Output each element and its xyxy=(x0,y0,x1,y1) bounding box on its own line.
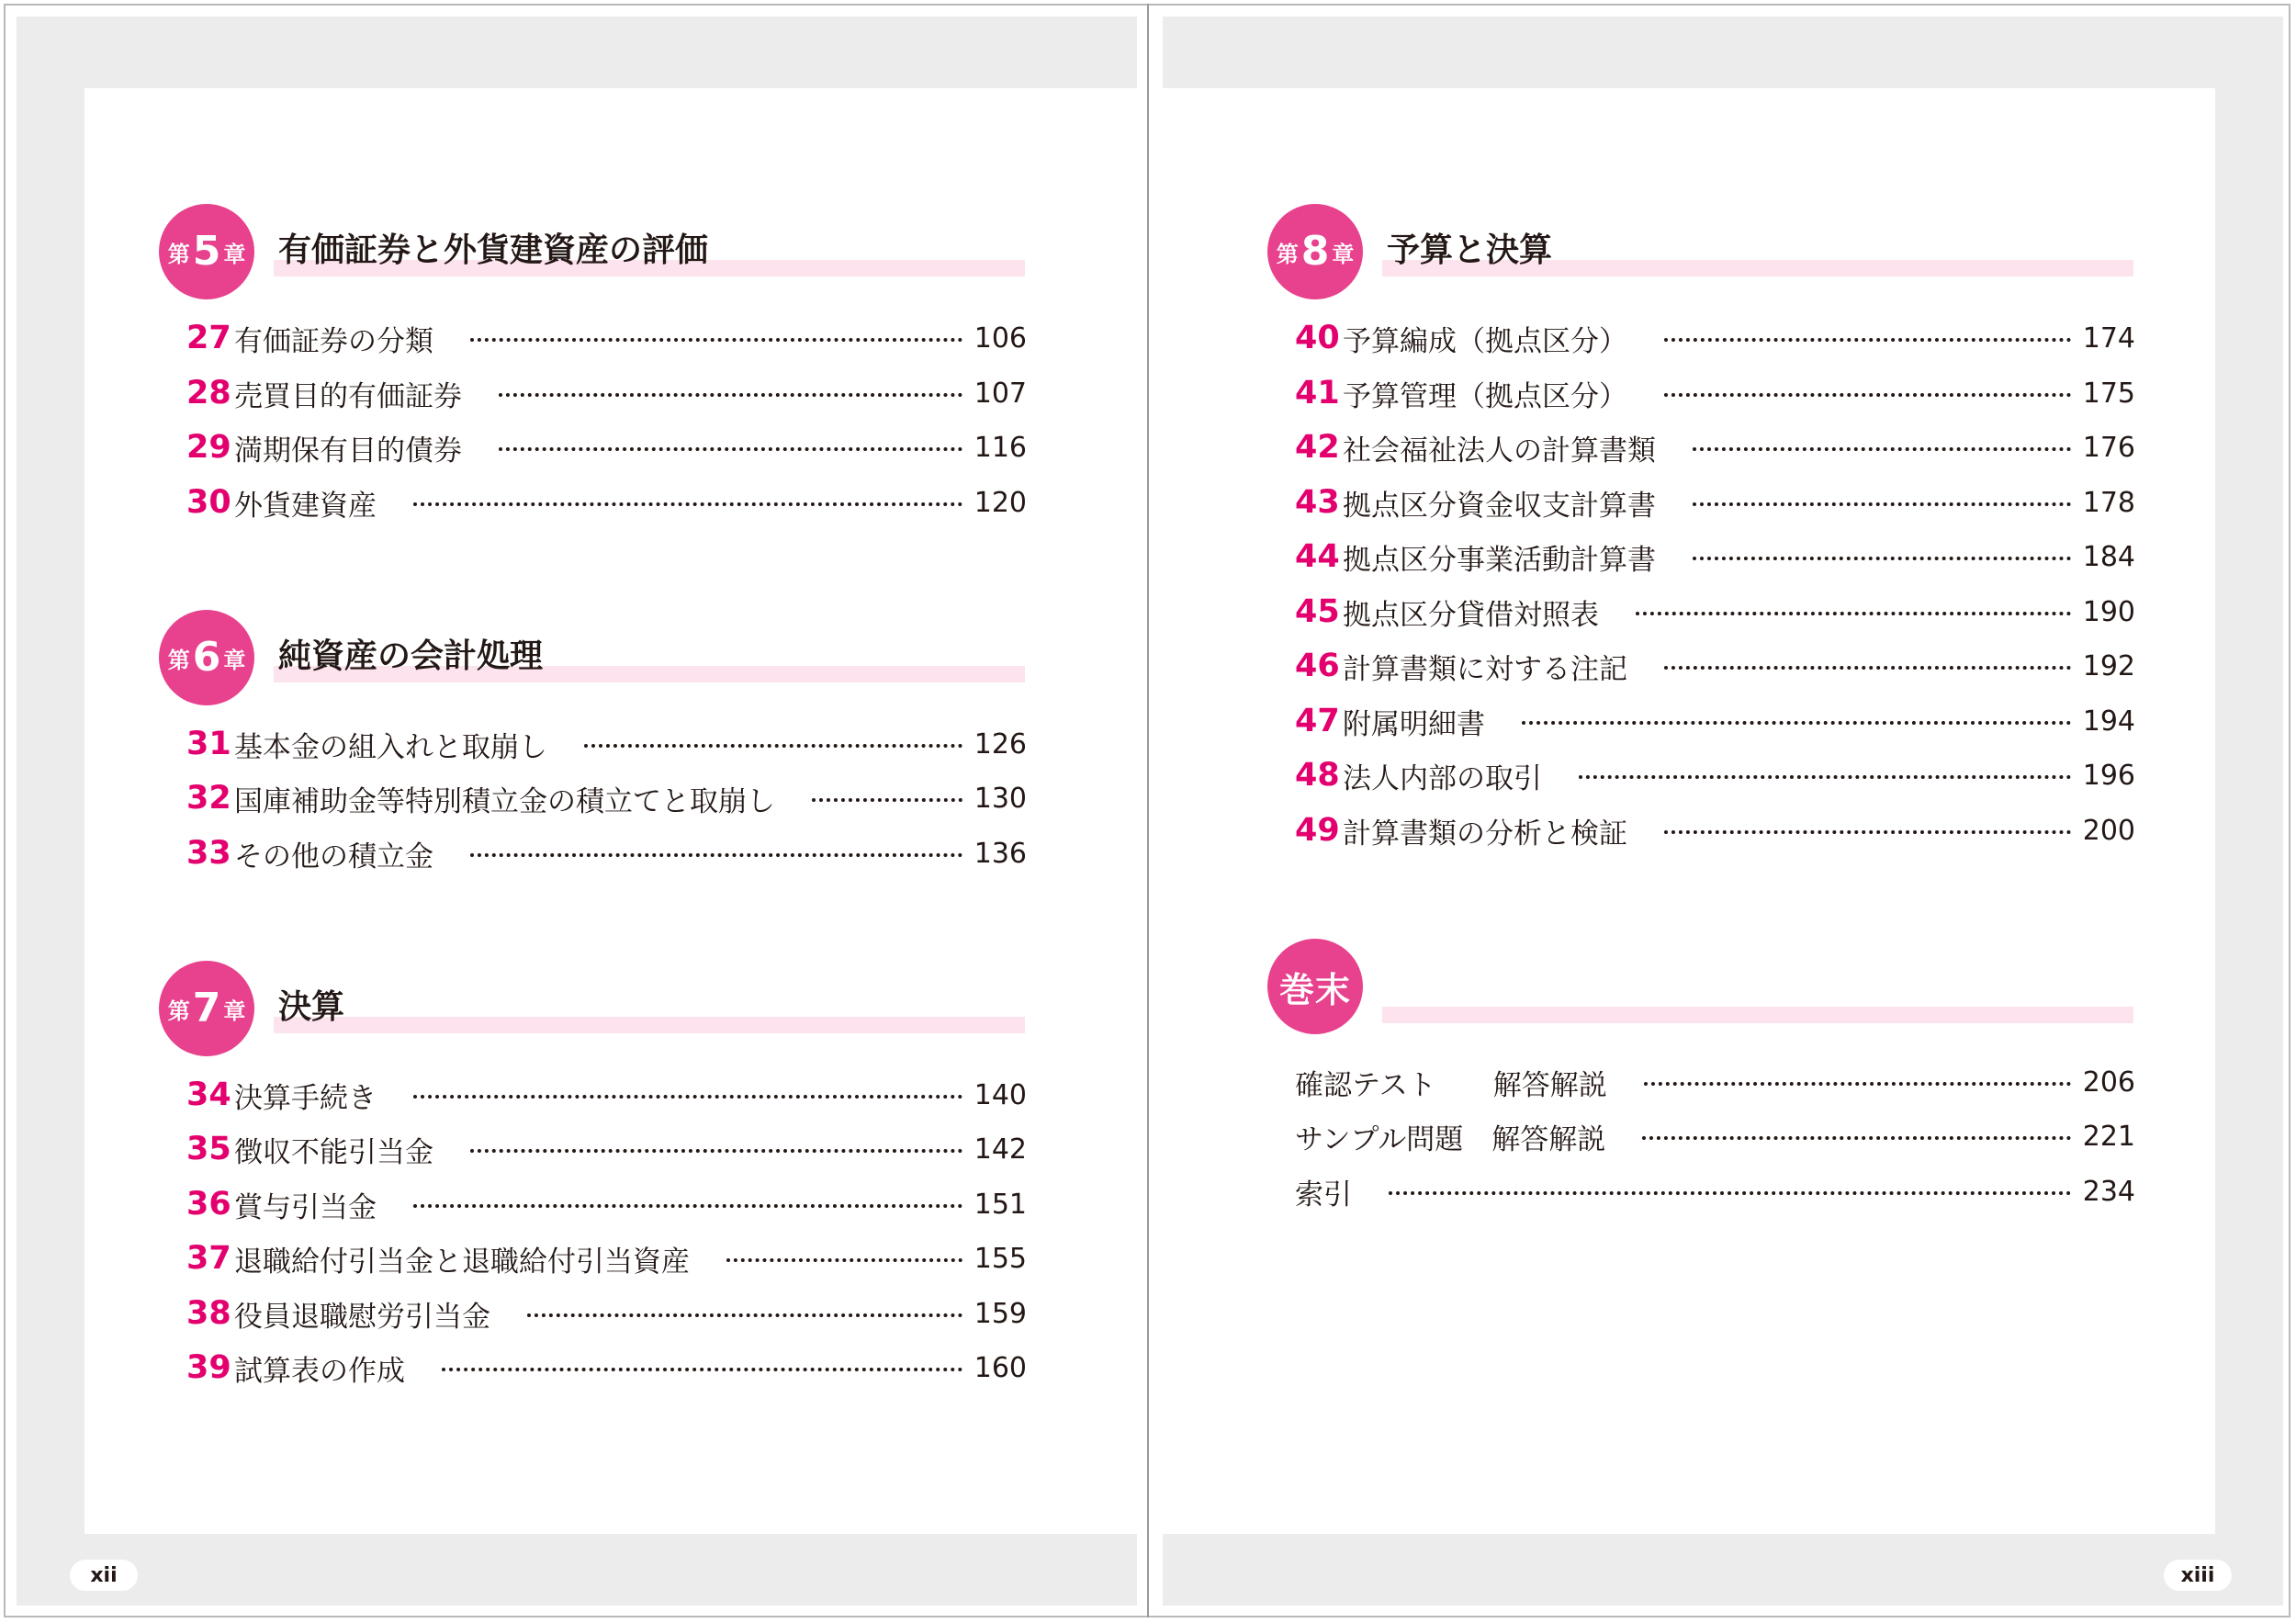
page-gutter xyxy=(1147,4,1149,1617)
chapter-6-header xyxy=(159,610,1041,711)
chapter-badge: 第 5 章 xyxy=(159,204,254,299)
toc-entry[interactable]: 27 有価証券の分類 106 xyxy=(186,320,1027,358)
chapter-underline xyxy=(274,1017,1025,1033)
toc-entry[interactable]: 31 基本金の組入れと取崩し 126 xyxy=(186,726,1027,764)
right-page xyxy=(1163,17,2283,1606)
toc-entry[interactable]: 47 附属明細書 194 xyxy=(1295,703,2135,741)
toc-entry[interactable]: 35 徴収不能引当金 142 xyxy=(186,1131,1027,1169)
page-folio: xiii xyxy=(2164,1560,2232,1591)
page-margin-side xyxy=(2215,88,2283,1534)
chapter-title: 純資産の会計処理 xyxy=(278,637,544,675)
toc-entry[interactable]: 36 賞与引当金 151 xyxy=(186,1186,1027,1224)
toc-entry[interactable]: 46 計算書類に対する注記 192 xyxy=(1295,648,2135,686)
page-margin-bottom xyxy=(1163,1534,2283,1606)
left-page xyxy=(17,17,1137,1606)
toc-entry[interactable]: 41 予算管理（拠点区分） 175 xyxy=(1295,375,2135,413)
toc-entry[interactable]: 30 外貨建資産 120 xyxy=(186,484,1027,523)
page-margin-bottom xyxy=(17,1534,1137,1606)
appendix-badge: 巻末 xyxy=(1267,939,1363,1034)
toc-entry[interactable]: 29 満期保有目的債券 116 xyxy=(186,429,1027,468)
page-folio: xii xyxy=(70,1560,138,1591)
toc-entry[interactable]: 32 国庫補助金等特別積立金の積立てと取崩し 130 xyxy=(186,780,1027,818)
toc-entry[interactable]: 34 決算手続き 140 xyxy=(186,1076,1027,1115)
toc-entry[interactable]: 28 売買目的有価証券 107 xyxy=(186,375,1027,413)
chapter-badge: 第 7 章 xyxy=(159,961,254,1056)
chapter-5-header xyxy=(159,204,1041,305)
chapter-title: 決算 xyxy=(278,988,345,1026)
toc-entry[interactable]: 49 計算書類の分析と検証 200 xyxy=(1295,812,2135,851)
toc-entry[interactable]: 48 法人内部の取引 196 xyxy=(1295,757,2135,795)
toc-entry[interactable]: 38 役員退職慰労引当金 159 xyxy=(186,1295,1027,1334)
chapter-underline xyxy=(1382,1007,2133,1023)
toc-entry[interactable]: 39 試算表の作成 160 xyxy=(186,1349,1027,1388)
page-margin-top xyxy=(17,17,1137,88)
chapter-8-header xyxy=(1267,204,2149,305)
chapter-badge: 第 8 章 xyxy=(1267,204,1363,299)
chapter-title: 予算と決算 xyxy=(1387,231,1553,269)
toc-entry[interactable]: 確認テスト 解答解説 206 xyxy=(1295,1065,2135,1102)
toc-entry[interactable]: 45 拠点区分貸借対照表 190 xyxy=(1295,593,2135,632)
toc-entry[interactable]: サンプル問題 解答解説 221 xyxy=(1295,1120,2135,1156)
appendix-header xyxy=(1267,939,2149,1040)
toc-entry[interactable]: 索引 234 xyxy=(1295,1175,2135,1212)
chapter-7-header xyxy=(159,961,1041,1062)
toc-entry[interactable]: 42 社会福祉法人の計算書類 176 xyxy=(1295,429,2135,468)
chapter-title: 有価証券と外貨建資産の評価 xyxy=(278,231,709,269)
toc-entry[interactable]: 33 その他の積立金 136 xyxy=(186,835,1027,873)
toc-entry[interactable]: 44 拠点区分事業活動計算書 184 xyxy=(1295,538,2135,577)
page-margin-top xyxy=(1163,17,2283,88)
toc-entry[interactable]: 40 予算編成（拠点区分） 174 xyxy=(1295,320,2135,358)
toc-entry[interactable]: 43 拠点区分資金収支計算書 178 xyxy=(1295,484,2135,523)
page-margin-side xyxy=(17,88,84,1534)
toc-entry[interactable]: 37 退職給付引当金と退職給付引当資産 155 xyxy=(186,1240,1027,1279)
chapter-badge: 第 6 章 xyxy=(159,610,254,705)
